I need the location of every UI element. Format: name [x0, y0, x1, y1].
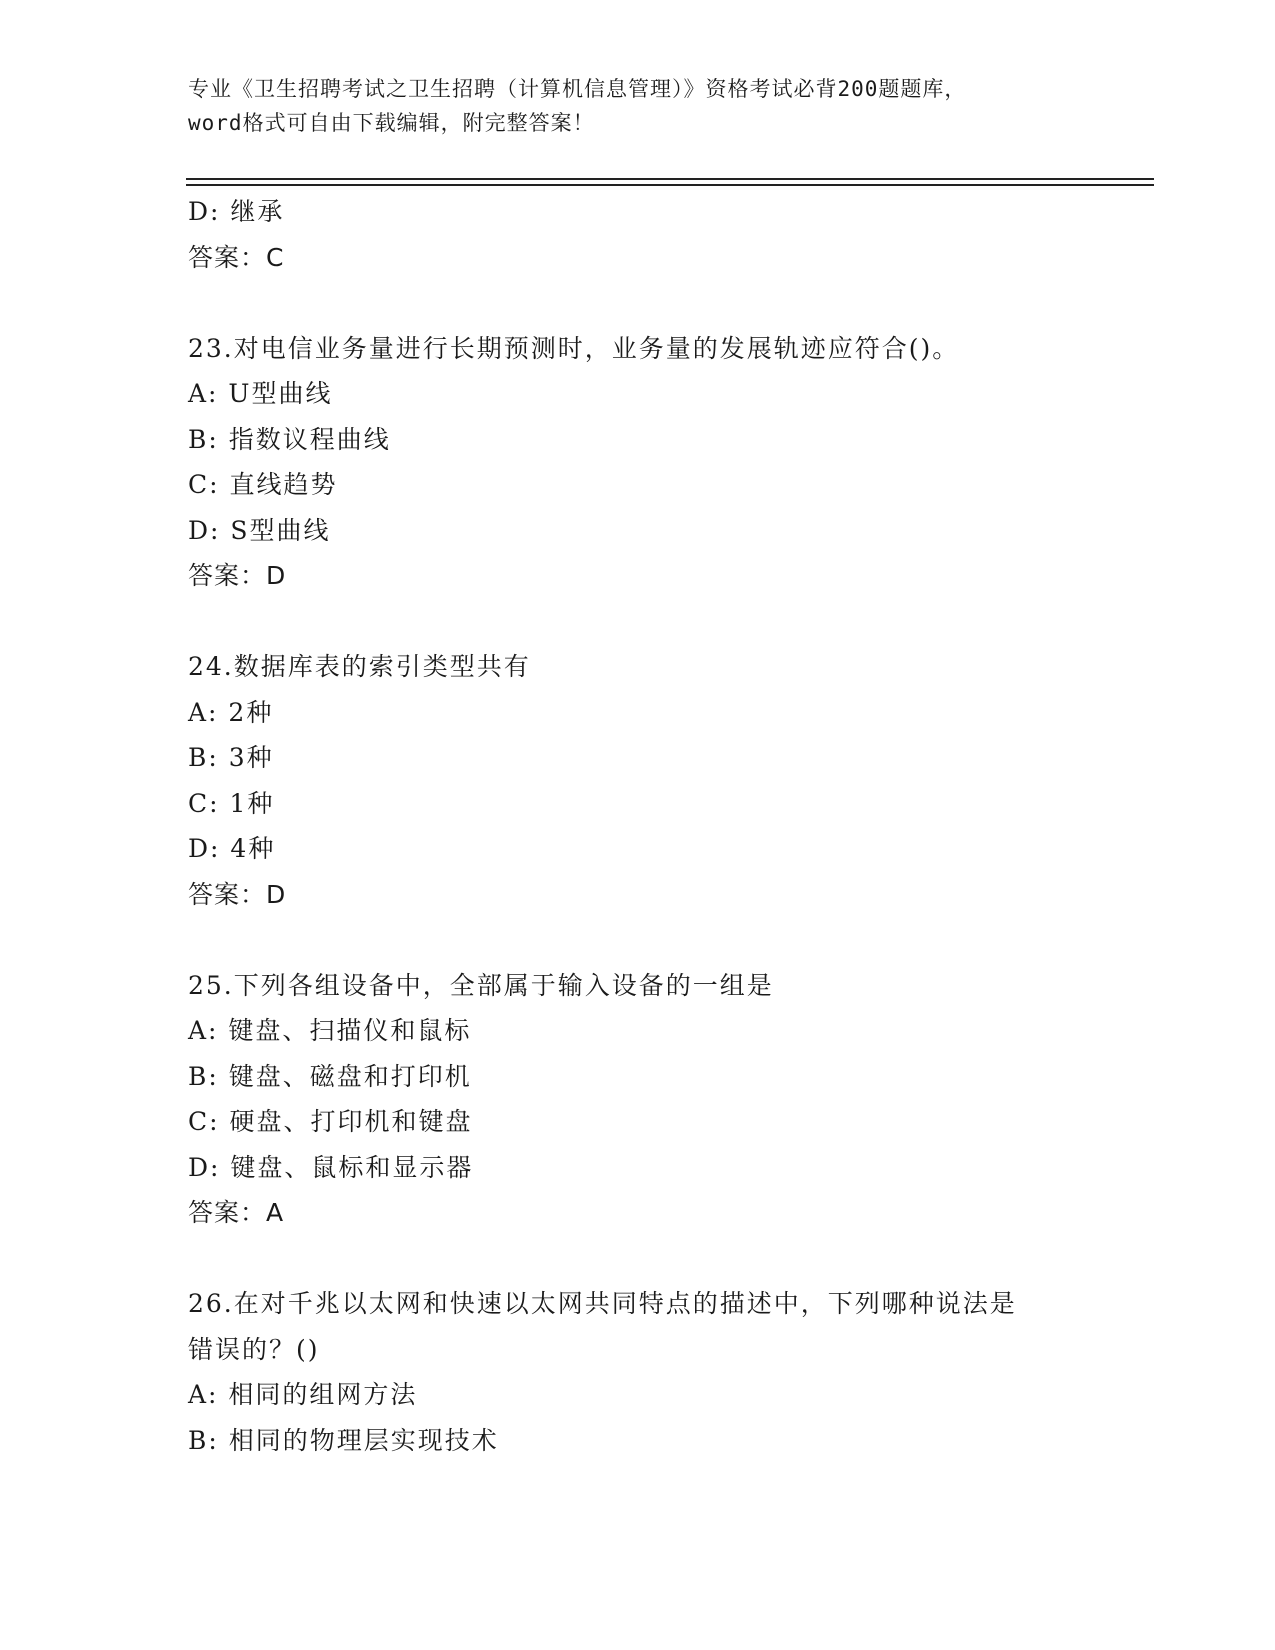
answer-line: 答案：D	[188, 879, 287, 909]
header-title-line-1: 专业《卫生招聘考试之卫生招聘（计算机信息管理）》资格考试必背200题题库，	[188, 77, 967, 101]
option-c: C: 直线趋势	[188, 470, 338, 499]
question-text-line-2: 错误的？()	[188, 1334, 320, 1364]
spacer	[188, 599, 1108, 645]
spacer	[188, 917, 1108, 963]
question-text: 24.数据库表的索引类型共有	[188, 652, 531, 681]
option-c: C: 硬盘、打印机和键盘	[188, 1107, 473, 1136]
question-text-line-1: 26.在对千兆以太网和快速以太网共同特点的描述中，下列哪种说法是	[188, 1289, 1017, 1318]
option-a: A: 键盘、扫描仪和鼠标	[188, 1016, 472, 1045]
answer-line: 答案：D	[188, 561, 287, 590]
option-d: D: 4种	[188, 834, 276, 863]
question-text: 23.对电信业务量进行长期预测时，业务量的发展轨迹应符合()。	[188, 333, 960, 363]
question-list	[188, 189, 1108, 1463]
question-text: 25.下列各组设备中，全部属于输入设备的一组是	[188, 970, 774, 1000]
option-d: D: 继承	[188, 197, 285, 226]
option-b: B: 指数议程曲线	[188, 424, 391, 454]
option-b: B: 相同的物理层实现技术	[188, 1425, 499, 1455]
question-25	[188, 963, 1108, 1236]
option-b: B: 3种	[188, 743, 274, 772]
option-d: D: 键盘、鼠标和显示器	[188, 1152, 474, 1182]
option-a: A: U型曲线	[188, 379, 333, 408]
option-c: C: 1种	[188, 788, 275, 818]
spacer	[188, 280, 1108, 326]
document-header	[188, 72, 1088, 140]
question-23	[188, 326, 1108, 599]
answer-line: 答案：A	[188, 1198, 285, 1227]
question-26	[188, 1281, 1108, 1463]
header-divider-top	[186, 178, 1154, 180]
question-24	[188, 644, 1108, 917]
option-b: B: 键盘、磁盘和打印机	[188, 1061, 472, 1091]
answer-line: 答案：C	[188, 242, 285, 272]
option-a: A: 相同的组网方法	[188, 1380, 418, 1409]
spacer	[188, 1236, 1108, 1282]
option-d: D: S型曲线	[188, 515, 331, 545]
option-a: A: 2种	[188, 697, 274, 727]
header-divider-bottom	[186, 184, 1154, 186]
header-title-line-2: word格式可自由下载编辑，附完整答案！	[188, 111, 595, 135]
